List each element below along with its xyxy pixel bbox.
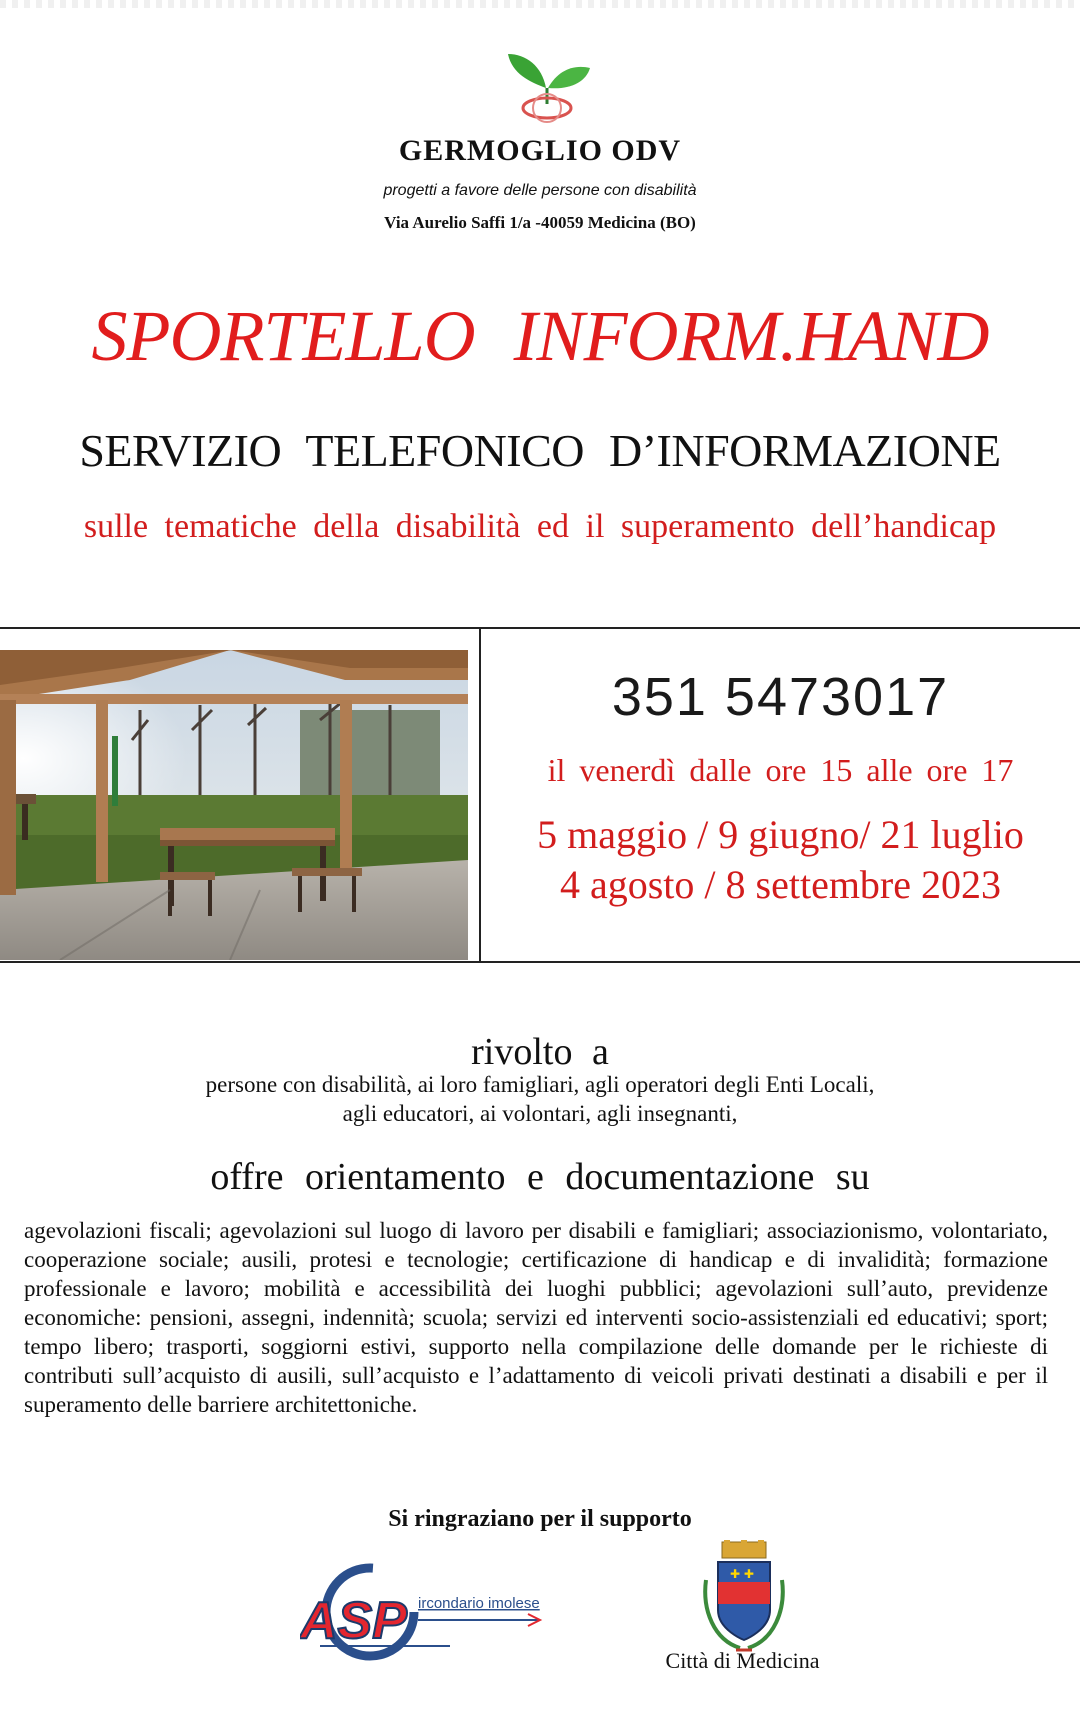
audience-line-2: agli educatori, ai volontari, agli insegnanti, <box>342 1101 738 1126</box>
audience-heading: rivolto a <box>471 1031 609 1073</box>
svg-text:ircondario imolese: ircondario imolese <box>418 1595 540 1612</box>
city-caption-text: Città di Medicina <box>665 1648 820 1673</box>
main-title: SPORTELLO INFORM.HAND <box>91 296 989 376</box>
divider-top <box>0 627 1080 629</box>
city-caption <box>0 1648 1080 1674</box>
service-dates <box>481 810 1080 910</box>
opening-hours: il venerdì dalle ore 15 alle ore 17 <box>547 752 1014 788</box>
organization-name: GERMOGLIO ODV <box>398 134 682 167</box>
services-paragraph: agevolazioni fiscali; agevolazioni sul luogo di lavoro per disabili e famigliari; associazionismo, volontariato, cooperazione sociale; ausili, protesi e tecnologie; certificazione di handicap e di invalidità; formazione professionale e lavoro; mobilità e accessibilità dei luoghi pubblici; agevolazioni sull’auto, previdenze economiche: pensioni, assegni, indennità; scuola; servizi ed interventi socio-assistenziali ed educativi; sport; tempo libero; trasporti, soggiorni estivi, supporto nella compilazione delle domande per le richieste di contributi sull’acquisto di ausili, sull’acquisto e l’adattamento di veicoli privati destinati a disabili e per il superamento delle barriere architettoniche. <box>24 1218 1048 1417</box>
city-crest-icon <box>700 1540 788 1658</box>
organization-address: Via Aurelio Saffi 1/a -40059 Medicina (BO) <box>384 213 696 232</box>
offer-heading: offre orientamento e documentazione su <box>210 1156 870 1198</box>
service-subtitle: SERVIZIO TELEFONICO D’INFORMAZIONE <box>79 425 1001 476</box>
sprout-logo-icon <box>500 48 592 126</box>
divider-bottom <box>0 961 1080 963</box>
phone-number[interactable]: 351 5473017 <box>611 667 950 727</box>
service-topic: sulle tematiche della disabilità ed il superamento dell’handicap <box>83 508 997 545</box>
svg-text:ASP: ASP <box>300 1592 407 1650</box>
dates-line-2: 4 agosto / 8 settembre 2023 <box>559 862 1002 907</box>
audience-line-1: persone con disabilità, ai loro famigliari, agli operatori degli Enti Locali, <box>205 1072 875 1097</box>
top-decorative-strip <box>0 0 1080 8</box>
gazebo-photo <box>0 650 468 960</box>
audience-text <box>0 1070 1080 1128</box>
organization-tagline: progetti a favore delle persone con disabilità <box>383 182 697 199</box>
svg-text:✚ ✚: ✚ ✚ <box>730 1567 754 1581</box>
thanks-heading: Si ringraziano per il supporto <box>388 1506 692 1532</box>
dates-line-1: 5 maggio / 9 giugno/ 21 luglio <box>537 812 1024 857</box>
